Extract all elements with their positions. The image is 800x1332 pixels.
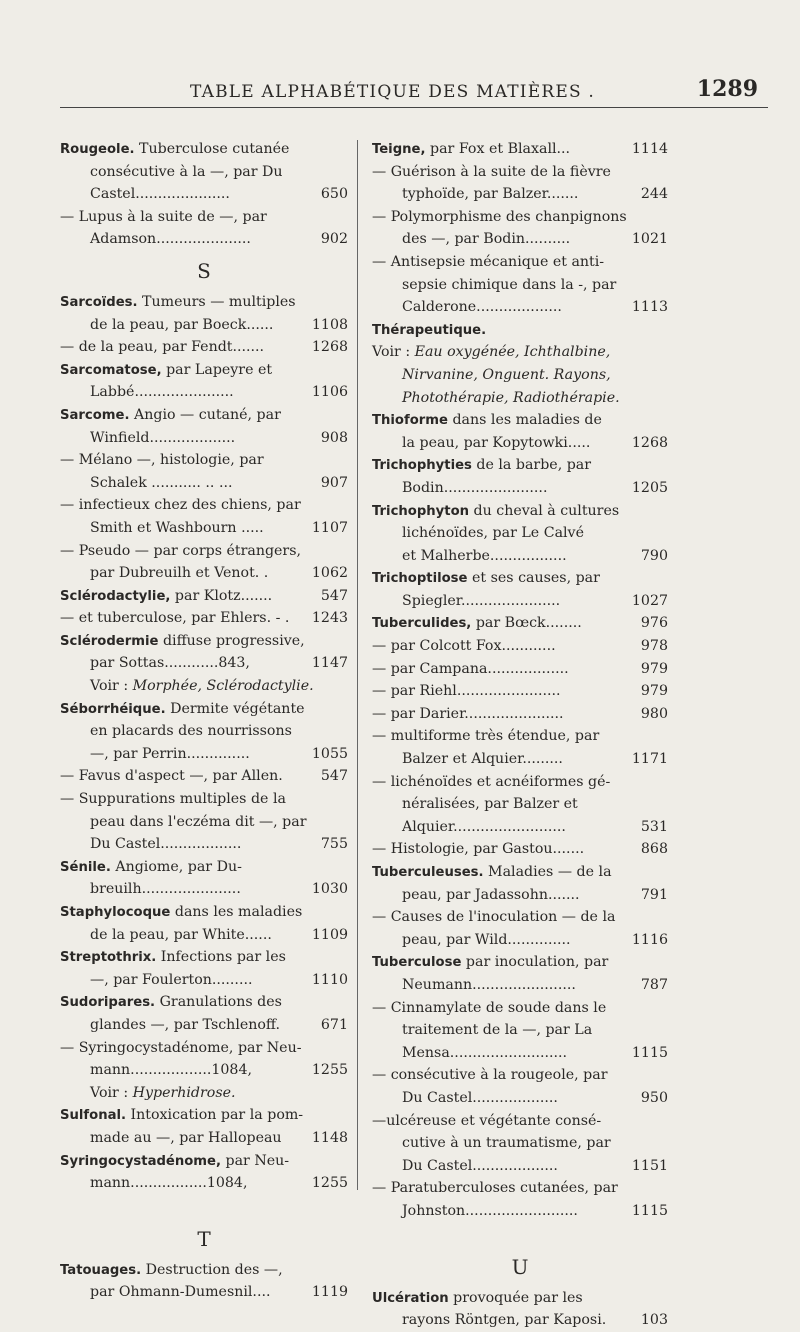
entry-text: Neumann....................... [402, 976, 576, 993]
entry-text: Castel..................... [90, 186, 230, 203]
entry-text: Infections par les [156, 949, 286, 966]
entry-text: Tuberculose cutanée [134, 141, 290, 157]
spacer [372, 1223, 668, 1247]
index-entry [60, 991, 348, 1014]
index-line [372, 274, 668, 297]
entry-term: Thérapeutique. [372, 322, 487, 338]
page-ref: 1110 [311, 971, 348, 988]
entry-text: made au —, par Hallopeau [90, 1129, 282, 1146]
sub-entry [60, 607, 348, 630]
page-ref: 1062 [311, 565, 348, 582]
page-ref: 1021 [631, 231, 668, 248]
entry-term: Staphylocoque [60, 905, 171, 920]
entry-text: — de la peau, par Fendt....... [60, 339, 265, 356]
index-entry [372, 319, 668, 342]
index-entry [372, 567, 668, 590]
page-ref: 1148 [311, 1129, 348, 1146]
index-entry [372, 409, 668, 432]
index-line [372, 1132, 668, 1155]
entry-text: — Favus d'aspect —, par Allen. [60, 768, 283, 785]
entry-text: Mensa.......................... [402, 1044, 568, 1061]
index-line [60, 1172, 348, 1195]
entry-term: Sclérodermie [60, 633, 159, 649]
index-line [372, 228, 668, 251]
entry-text: — par Colcott Fox............ [372, 638, 556, 655]
entry-term: Syringocystadénome, [60, 1153, 221, 1169]
spacer [60, 1195, 348, 1219]
sub-entry [60, 540, 348, 563]
index-line [372, 974, 668, 997]
see-also [60, 675, 348, 698]
entry-text: provoquée par les [448, 1289, 583, 1306]
page-ref: 1027 [631, 592, 668, 609]
entry-term: Sclérodactylie, [60, 588, 171, 604]
entry-text: Bodin....................... [402, 479, 548, 496]
entry-text: — Mélano —, histologie, par [60, 452, 264, 469]
index-line [60, 517, 348, 540]
index-entry [60, 946, 348, 969]
entry-text: — Polymorphisme des chanpignons [372, 208, 627, 225]
page-ref: 1115 [631, 1044, 668, 1061]
page-ref: 978 [640, 638, 668, 655]
index-entry [60, 856, 348, 879]
entry-text: par Lapeyre et [161, 361, 273, 378]
entry-text: — par Darier...................... [372, 705, 564, 722]
entry-text: Granulations des [155, 994, 282, 1011]
entry-text: dans les maladies de [447, 412, 602, 429]
entry-text: par Bœck........ [471, 615, 582, 632]
page-ref: 547 [320, 587, 348, 604]
entry-text: par Klotz....... [170, 587, 273, 604]
entry-text: et Malherbe................. [402, 547, 567, 564]
index-line [60, 1127, 348, 1150]
page-ref: 1268 [311, 339, 348, 356]
page-ref: 1113 [631, 299, 668, 316]
page-ref: 787 [640, 976, 668, 993]
entry-term: Streptothrix. [60, 950, 157, 966]
index-line [372, 296, 668, 319]
entry-text: Alquier......................... [402, 818, 566, 835]
entry-text: — Histologie, par Gastou....... [372, 841, 585, 858]
page-ref: 868 [640, 841, 668, 858]
entry-text: peau, par Wild.............. [402, 931, 571, 948]
entry-text: Maladies — de la [483, 864, 612, 880]
sub-entry [372, 997, 668, 1020]
entry-text: typhoïde, par Balzer....... [402, 186, 579, 203]
entry-text: — Paratuberculoses cutanées, par [372, 1180, 618, 1197]
page-number: 1289 [696, 76, 758, 102]
page-ref: 547 [320, 768, 348, 785]
entry-term: Sarcome. [60, 407, 130, 423]
entry-term: Tuberculides, [372, 616, 472, 632]
index-line [372, 477, 668, 500]
entry-text: — Pseudo — par corps étrangers, [60, 542, 302, 559]
entry-text: de la barbe, par [471, 457, 592, 474]
see-refs: Morphée, Sclérodactylie. [132, 678, 314, 695]
entry-text: Intoxication par la pom- [126, 1107, 304, 1124]
entry-text: —ulcéreuse et végétante consé- [372, 1112, 602, 1129]
page-ref: 244 [640, 186, 668, 203]
entry-text: Du Castel................... [402, 1157, 558, 1174]
index-line [60, 720, 348, 743]
index-entry [60, 630, 348, 653]
entry-text: mann..................1084, [90, 1062, 252, 1079]
sub-entry [372, 206, 668, 229]
entry-term: Séborrhéique. [60, 701, 166, 717]
sub-entry [372, 635, 668, 658]
index-line [372, 929, 668, 952]
entry-text: — par Riehl....................... [372, 683, 561, 700]
page-ref: 1114 [631, 141, 668, 157]
index-line [60, 811, 348, 834]
entry-text: — Causes de l'inoculation — de la [372, 909, 616, 926]
see-also [60, 1082, 348, 1105]
index-entry [60, 698, 348, 721]
entry-text: Calderone................... [402, 299, 562, 316]
sub-entry [60, 449, 348, 472]
entry-text: et ses causes, par [467, 570, 600, 587]
page-ref: 531 [640, 818, 668, 835]
page-ref: 1030 [311, 881, 348, 898]
entry-text: Dermite végétante [165, 700, 305, 717]
entry-text: Angio — cutané, par [129, 406, 281, 423]
see-refs: Hyperhidrose. [132, 1084, 236, 1101]
index-entry [60, 291, 348, 314]
index-line [372, 364, 668, 387]
index-entry [60, 901, 348, 924]
index-line [60, 969, 348, 992]
entry-text: — lichénoïdes et acnéiformes gé- [372, 773, 611, 790]
sub-entry [60, 765, 348, 788]
see-refs: Photothérapie, Radiothérapie. [402, 389, 620, 406]
index-line [372, 1155, 668, 1178]
column-divider [357, 140, 358, 1190]
see-refs: Eau oxygénée, Ichthalbine, [414, 344, 611, 361]
entry-text: — Antisepsie mécanique et anti- [372, 253, 605, 270]
entry-term: Sulfonal. [60, 1108, 127, 1124]
index-line [60, 183, 348, 206]
entry-text: —, par Foulerton......... [90, 971, 253, 988]
index-line [372, 590, 668, 613]
right-column [372, 138, 668, 1332]
page-ref: 790 [640, 547, 668, 564]
entry-text: néralisées, par Balzer et [402, 796, 578, 813]
entry-text: Spiegler...................... [402, 592, 561, 609]
index-line [60, 924, 348, 947]
page-ref: 902 [320, 231, 348, 248]
page-ref: 1151 [631, 1157, 668, 1174]
index-entry [60, 404, 348, 427]
sub-entry [372, 658, 668, 681]
entry-text: Smith et Washbourn ..... [90, 519, 264, 536]
entry-text: Balzer et Alquier......... [402, 751, 563, 768]
entry-term: Tuberculeuses. [372, 865, 484, 880]
entry-text: du cheval à cultures [469, 502, 620, 519]
entry-text: en placards des nourrissons [90, 723, 292, 740]
page-ref: 950 [640, 1089, 668, 1106]
entry-text: mann.................1084, [90, 1175, 248, 1192]
entry-term: Trichoptilose [372, 571, 468, 587]
page-ref: 979 [640, 683, 668, 700]
index-line [372, 816, 668, 839]
entry-text: peau, par Jadassohn....... [402, 886, 580, 903]
sub-entry [372, 838, 668, 861]
page-ref: 1116 [631, 931, 668, 948]
entry-text: — Suppurations multiples de la [60, 791, 286, 808]
sub-entry [372, 725, 668, 748]
page-ref: 1107 [311, 519, 348, 536]
entry-text: Tumeurs — multiples [137, 293, 296, 310]
section-letter: S [197, 258, 211, 283]
entry-text: diffuse progressive, [158, 632, 305, 649]
index-entry [372, 500, 668, 523]
index-line [60, 228, 348, 251]
index-line [60, 652, 348, 675]
index-line [372, 1042, 668, 1065]
entry-text: Winfield................... [90, 429, 236, 446]
page-ref: 1055 [311, 745, 348, 762]
page-ref: 671 [320, 1016, 348, 1033]
see-label: Voir : [90, 678, 133, 695]
page-ref: 976 [640, 615, 668, 632]
entry-text: — par Campana.................. [372, 660, 569, 677]
index-entry [372, 454, 668, 477]
entry-text: par Sottas............843, [90, 655, 250, 672]
index-line [60, 161, 348, 184]
running-title: TABLE ALPHABÉTIQUE DES MATIÈRES . [190, 82, 595, 102]
entry-text: dans les maladies [170, 904, 303, 920]
entry-text: traitement de la —, par La [402, 1022, 593, 1039]
entry-text: consécutive à la —, par Du [90, 163, 283, 180]
index-entry [60, 359, 348, 382]
sub-entry [372, 906, 668, 929]
index-entry [60, 138, 348, 161]
entry-text: —, par Perrin.............. [90, 745, 250, 762]
see-label: Voir : [90, 1084, 133, 1101]
entry-text: par Neu- [221, 1152, 290, 1169]
page-ref: 650 [320, 186, 348, 203]
entry-text: Adamson..................... [90, 231, 251, 248]
entry-text: des —, par Bodin.......... [402, 231, 571, 248]
index-line [60, 833, 348, 856]
entry-text: rayons Röntgen, par Kaposi. [402, 1312, 607, 1329]
entry-text: — Lupus à la suite de —, par [60, 208, 267, 225]
sub-entry [60, 494, 348, 517]
see-also [372, 341, 668, 364]
index-entry [372, 138, 668, 161]
left-column [60, 138, 348, 1304]
page-ref: 791 [640, 886, 668, 903]
see-label: Voir : [372, 344, 415, 361]
index-line [60, 1281, 348, 1304]
index-line [372, 1200, 668, 1223]
entry-term: Sénile. [60, 859, 111, 875]
sub-entry [372, 161, 668, 184]
entry-text: — Cinnamylate de soude dans le [372, 999, 607, 1016]
entry-text: Labbé...................... [90, 384, 234, 401]
index-entry [60, 1150, 348, 1173]
entry-text: Du Castel.................. [90, 836, 242, 853]
index-line [60, 427, 348, 450]
page-ref: 1255 [311, 1175, 348, 1192]
entry-text: cutive à un traumatisme, par [402, 1135, 611, 1152]
index-entry [60, 1259, 348, 1282]
entry-text: par Dubreuilh et Venot. . [90, 565, 269, 582]
entry-term: Trichophyton [372, 503, 470, 519]
entry-text: par inoculation, par [461, 954, 609, 971]
page-ref: 1106 [311, 384, 348, 401]
index-line [372, 793, 668, 816]
page-ref: 755 [320, 836, 348, 853]
running-header [60, 76, 768, 108]
sub-entry [372, 1110, 668, 1133]
page-ref: 1205 [631, 479, 668, 496]
page-ref: 1268 [631, 434, 668, 451]
index-line [372, 522, 668, 545]
section-letter: T [197, 1226, 211, 1251]
entry-text: peau dans l'eczéma dit —, par [90, 813, 307, 830]
header-rule [60, 107, 768, 108]
page-ref: 1108 [311, 316, 348, 333]
entry-text: de la peau, par White...... [90, 926, 272, 943]
sub-entry [60, 206, 348, 229]
index-line [60, 472, 348, 495]
entry-text: — Syringocystadénome, par Neu- [60, 1039, 302, 1056]
entry-term: Tatouages. [60, 1262, 142, 1278]
index-line [372, 387, 668, 410]
index-entry [372, 612, 668, 635]
index-line [372, 748, 668, 771]
entry-text: breuilh...................... [90, 881, 241, 898]
page-ref: 1147 [311, 655, 348, 672]
index-entry [60, 1104, 348, 1127]
sub-entry [372, 251, 668, 274]
entry-term: Sarcomatose, [60, 362, 162, 378]
index-entry [372, 951, 668, 974]
entry-text: sepsie chimique dans la -, par [402, 276, 617, 293]
index-line [60, 1014, 348, 1037]
entry-text: de la peau, par Boeck...... [90, 316, 274, 333]
sub-entry [372, 680, 668, 703]
entry-term: Sudoripares. [60, 995, 156, 1011]
page-ref: 1171 [631, 751, 668, 768]
index-line [60, 562, 348, 585]
page-ref: 1243 [311, 610, 348, 627]
page-ref: 1115 [631, 1202, 668, 1219]
sub-entry [372, 703, 668, 726]
entry-text: — et tuberculose, par Ehlers. - . [60, 610, 290, 627]
sub-entry [60, 788, 348, 811]
index-line [60, 381, 348, 404]
entry-term: Sarcoïdes. [60, 294, 138, 310]
entry-text: — Guérison à la suite de la fièvre [372, 163, 611, 180]
sub-entry [372, 1177, 668, 1200]
entry-text: glandes —, par Tschlenoff. [90, 1016, 281, 1033]
section-letter: U [511, 1254, 529, 1279]
index-entry [372, 861, 668, 884]
page-ref: 1255 [311, 1062, 348, 1079]
entry-text: Schalek ........... .. ... [90, 474, 233, 491]
sub-entry [60, 336, 348, 359]
index-line [60, 314, 348, 337]
entry-term: Teigne, [372, 142, 426, 157]
index-line [372, 884, 668, 907]
entry-text: Destruction des —, [141, 1261, 283, 1278]
entry-text: — multiforme très étendue, par [372, 728, 600, 745]
index-line [372, 183, 668, 206]
index-line [372, 545, 668, 568]
index-line [372, 432, 668, 455]
entry-text: Du Castel................... [402, 1089, 558, 1106]
entry-text: par Fox et Blaxall... [425, 141, 571, 157]
entry-term: Rougeole. [60, 142, 135, 157]
entry-term: Tuberculose [372, 955, 462, 971]
index-line [60, 1059, 348, 1082]
entry-text: Angiome, par Du- [110, 858, 242, 875]
index-entry [60, 585, 348, 608]
entry-text: — infectieux chez des chiens, par [60, 497, 301, 514]
entry-term: Trichophyties [372, 458, 472, 474]
entry-text: la peau, par Kopytowki..... [402, 434, 591, 451]
entry-term: Thioforme [372, 413, 448, 429]
page-ref: 980 [640, 705, 668, 722]
entry-text: par Ohmann-Dumesnil.... [90, 1284, 271, 1301]
page-ref: 1119 [311, 1284, 348, 1301]
entry-text: Johnston......................... [402, 1202, 578, 1219]
page-ref: 103 [640, 1312, 668, 1329]
entry-text: lichénoïdes, par Le Calvé [402, 525, 584, 542]
index-line [372, 1309, 668, 1332]
index-line [60, 878, 348, 901]
see-refs: Nirvanine, Onguent. Rayons, [402, 366, 611, 383]
index-line [372, 1087, 668, 1110]
index-line [60, 743, 348, 766]
sub-entry [60, 1037, 348, 1060]
sub-entry [372, 771, 668, 794]
sub-entry [372, 1064, 668, 1087]
page-ref: 908 [320, 429, 348, 446]
entry-term: Ulcération [372, 1290, 449, 1306]
entry-text: — consécutive à la rougeole, par [372, 1067, 608, 1084]
page-ref: 1109 [311, 926, 348, 943]
index-line [372, 1019, 668, 1042]
page-ref: 979 [640, 660, 668, 677]
page-ref: 907 [320, 474, 348, 491]
